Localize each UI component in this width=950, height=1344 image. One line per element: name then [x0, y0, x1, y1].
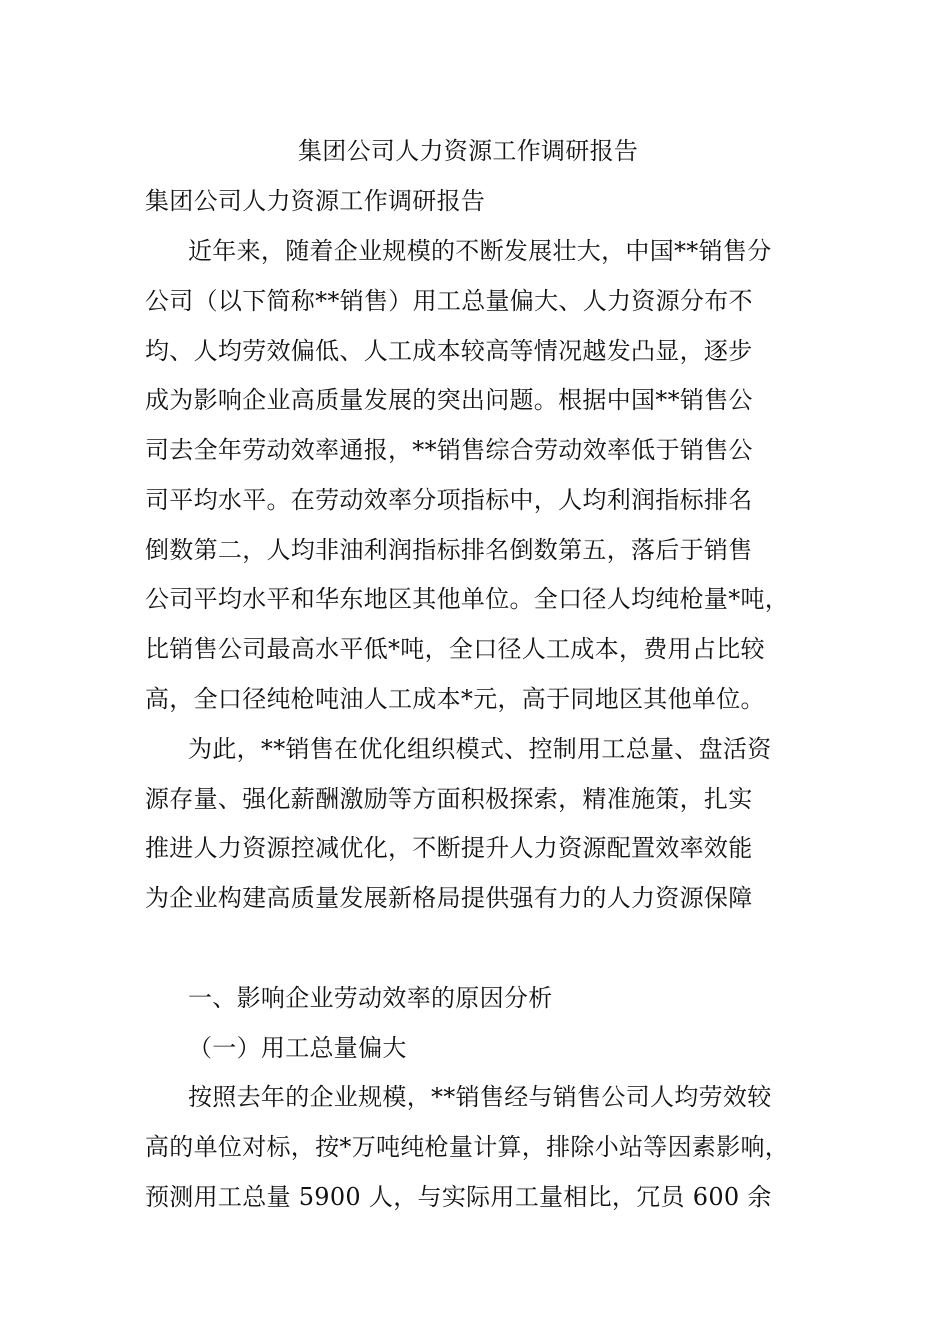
paragraph-line: 公司平均水平和华东地区其他单位。全口径人均纯枪量*吨，	[145, 585, 790, 613]
paragraph-line: 公司（以下简称**销售）用工总量偏大、人力资源分布不	[145, 287, 753, 315]
paragraph-line: 为企业构建高质量发展新格局提供强有力的人力资源保障	[145, 884, 753, 912]
subsection-heading: （一）用工总量偏大	[188, 1034, 407, 1062]
document-title: 集团公司人力资源工作调研报告	[298, 137, 639, 165]
paragraph-line: 高，全口径纯枪吨油人工成本*元，高于同地区其他单位。	[145, 685, 765, 713]
paragraph-line: 高的单位对标，按*万吨纯枪量计算，排除小站等因素影响，	[145, 1133, 790, 1161]
paragraph-line: 司去全年劳动效率通报，**销售综合劳动效率低于销售公	[145, 436, 753, 464]
paragraph-line: 预测用工总量 5900 人，与实际用工量相比，冗员 600 余	[145, 1183, 772, 1211]
paragraph-line: 为此，**销售在优化组织模式、控制用工总量、盘活资	[188, 735, 772, 763]
paragraph-line: 成为影响企业高质量发展的突出问题。根据中国**销售公	[145, 386, 753, 414]
paragraph-line: 倒数第二，人均非油利润指标排名倒数第五，落后于销售	[145, 536, 753, 564]
paragraph-line: 比销售公司最高水平低*吨，全口径人工成本，费用占比较	[145, 635, 765, 663]
paragraph-line: 推进人力资源控减优化，不断提升人力资源配置效率效能	[145, 834, 753, 862]
paragraph-line: 均、人均劳效偏低、人工成本较高等情况越发凸显，逐步	[145, 337, 753, 365]
paragraph-line: 近年来，随着企业规模的不断发展壮大，中国**销售分	[188, 237, 772, 265]
paragraph-line: 按照去年的企业规模，**销售经与销售公司人均劳效较	[188, 1083, 772, 1111]
document-subtitle: 集团公司人力资源工作调研报告	[145, 187, 486, 215]
paragraph-line: 源存量、强化薪酬激励等方面积极探索，精准施策，扎实	[145, 785, 753, 813]
section-heading: 一、影响企业劳动效率的原因分析	[188, 984, 553, 1012]
paragraph-line: 司平均水平。在劳动效率分项指标中，人均利润指标排名	[145, 486, 753, 514]
